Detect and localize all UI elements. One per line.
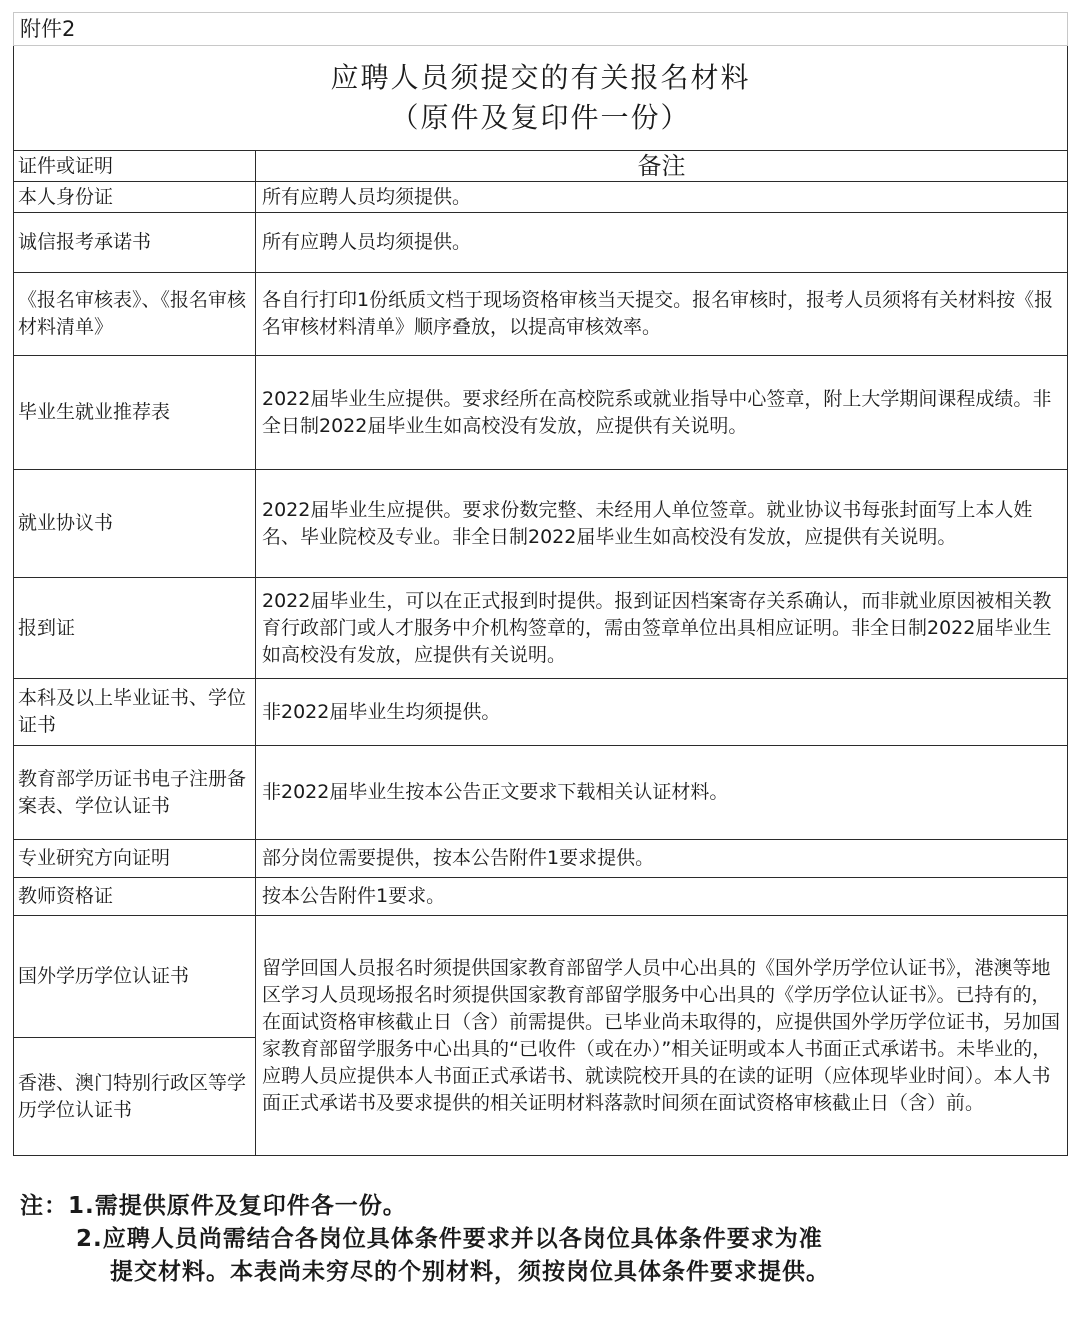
row-document-name: 诚信报考承诺书 bbox=[14, 213, 256, 273]
footnote-line-1: 注：1.需提供原件及复印件各一份。 bbox=[20, 1193, 407, 1219]
attachment-row bbox=[14, 13, 1068, 46]
table-row bbox=[14, 679, 1068, 746]
row-document-name: 本科及以上毕业证书、学位证书 bbox=[14, 679, 256, 746]
table-row bbox=[14, 746, 1068, 840]
row-remark: 2022届毕业生应提供。要求份数完整、未经用人单位签章。就业协议书每张封面写上本人姓名、毕业院校及专业。非全日制2022届毕业生如高校没有发放，应提供有关说明。 bbox=[256, 470, 1068, 578]
table-row bbox=[14, 878, 1068, 916]
row-remark: 2022届毕业生，可以在正式报到时提供。报到证因档案寄存关系确认，而非就业原因被相关教育行政部门或人才服务中介机构签章的，需由签章单位出具相应证明。非全日制2022届毕业生如高校没有发放，应提供有关说明。 bbox=[256, 578, 1068, 679]
row-remark: 按本公告附件1要求。 bbox=[256, 878, 1068, 916]
footnote-line-3: 提交材料。本表尚未穷尽的个别材料，须按岗位具体条件要求提供。 bbox=[110, 1259, 830, 1285]
row-remark: 所有应聘人员均须提供。 bbox=[256, 182, 1068, 213]
title-line-2: （原件及复印件一份） bbox=[390, 101, 691, 134]
table-row bbox=[14, 213, 1068, 273]
row-remark: 所有应聘人员均须提供。 bbox=[256, 213, 1068, 273]
table-row bbox=[14, 840, 1068, 878]
row-document-name: 《报名审核表》、《报名审核材料清单》 bbox=[14, 273, 256, 356]
row-remark: 非2022届毕业生均须提供。 bbox=[256, 679, 1068, 746]
table-row bbox=[14, 356, 1068, 470]
row-document-name: 香港、澳门特别行政区等学历学位认证书 bbox=[14, 1038, 256, 1156]
row-document-name: 报到证 bbox=[14, 578, 256, 679]
row-document-name: 毕业生就业推荐表 bbox=[14, 356, 256, 470]
attachment-label: 附件2 bbox=[14, 13, 1068, 46]
table-row bbox=[14, 578, 1068, 679]
row-document-name: 教育部学历证书电子注册备案表、学位认证书 bbox=[14, 746, 256, 840]
row-document-name: 国外学历学位认证书 bbox=[14, 916, 256, 1038]
header-document: 证件或证明 bbox=[14, 151, 256, 182]
table-row bbox=[14, 470, 1068, 578]
table-row bbox=[14, 182, 1068, 213]
row-remark: 留学回国人员报名时须提供国家教育部留学人员中心出具的《国外学历学位认证书》，港澳等地区学习人员现场报名时须提供国家教育部留学服务中心出具的《学历学位认证书》。已持有的，在面试资格审核截止日（含）前需提供。已毕业尚未取得的，应提供国外学历学位证书，另加国家教育部留学服务中心出具的“已收件（或在办）”相关证明或本人书面正式承诺书。未毕业的，应聘人员应提供本人书面正式承诺书、就读院校开具的在读的证明（应体现毕业时间）。本人书面正式承诺书及要求提供的相关证明材料落款时间须在面试资格审核截止日（含）前。 bbox=[256, 916, 1068, 1156]
footnote-line-2: 2.应聘人员尚需结合各岗位具体条件要求并以各岗位具体条件要求为准 bbox=[76, 1226, 823, 1252]
table-row bbox=[14, 273, 1068, 356]
table-header-row bbox=[14, 151, 1068, 182]
row-remark: 部分岗位需要提供，按本公告附件1要求提供。 bbox=[256, 840, 1068, 878]
row-document-name: 就业协议书 bbox=[14, 470, 256, 578]
materials-table bbox=[13, 12, 1068, 1156]
page-title bbox=[14, 46, 1068, 151]
header-remarks: 备注 bbox=[256, 151, 1068, 182]
row-document-name: 专业研究方向证明 bbox=[14, 840, 256, 878]
row-remark: 非2022届毕业生按本公告正文要求下载相关认证材料。 bbox=[256, 746, 1068, 840]
row-document-name: 教师资格证 bbox=[14, 878, 256, 916]
table-row bbox=[14, 916, 1068, 1038]
footnotes bbox=[20, 1190, 1060, 1289]
title-line-1: 应聘人员须提交的有关报名材料 bbox=[330, 61, 751, 94]
title-row bbox=[14, 46, 1068, 151]
row-remark: 2022届毕业生应提供。要求经所在高校院系或就业指导中心签章，附上大学期间课程成绩。非全日制2022届毕业生如高校没有发放，应提供有关说明。 bbox=[256, 356, 1068, 470]
row-document-name: 本人身份证 bbox=[14, 182, 256, 213]
row-remark: 各自行打印1份纸质文档于现场资格审核当天提交。报名审核时，报考人员须将有关材料按《报名审核材料清单》顺序叠放，以提高审核效率。 bbox=[256, 273, 1068, 356]
